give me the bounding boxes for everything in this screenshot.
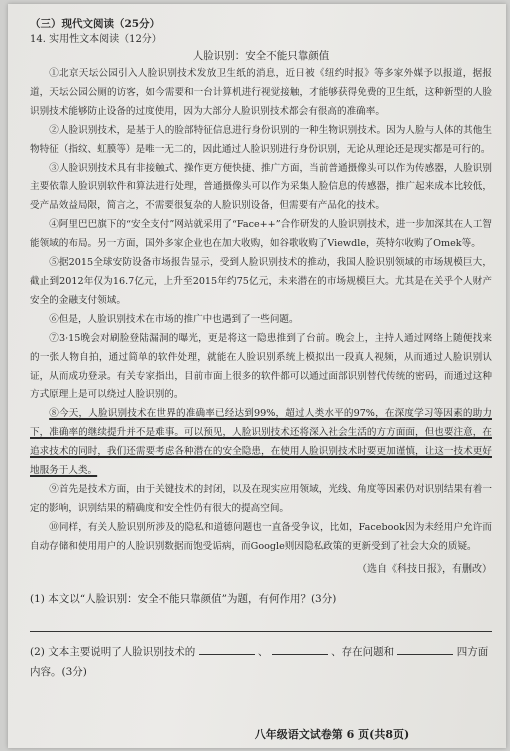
answer-blank-2[interactable]	[272, 642, 328, 655]
paragraph-6: ⑥但是，人脸识别技术在市场的推广中也遇到了一些问题。	[49, 313, 299, 325]
question-2-number: (2)	[30, 646, 45, 659]
exam-page	[8, 4, 506, 748]
paragraph-7: ⑦3·15晚会对刷脸登陆漏洞的曝光，更是将这一隐患推到了台前。晚会上，主持人通过网络上随便找来的一张人物自拍，通过简单的软件处理，就能在人脸识别系统上模拟出一段真人视频，从而通过人脸识别认证，从而成功登录。有关专家指出，目前市面上很多的软件都可以通过面部识别替代传统的密码，而通过这种方式原理上是可以绕过人脸识别的。	[30, 332, 492, 401]
section-heading: （三）现代文阅读（25分）	[30, 18, 161, 30]
paragraph-8: ⑧今天，人脸识别技术在世界的准确率已经达到99%，超过人类水平的97%，在深度学习等因素的助力下，准确率的继续提升并不是难事。可以预见，人脸识别技术还将深入社会生活的方方面面，但也要注意，在追求技术的同时，我们还需要考虑各种潜在的安全隐患，在使用人脸识别技术时要更加谨慎，让这一技术更好地服务于人类。	[30, 408, 492, 477]
paragraph-3: ③人脸识别技术具有非接触式、操作更方便快捷、推广方面，当前普通摄像头可以作为传感器，人脸识别主要依靠人脸识别软件和算法进行处理，普通摄像头可以作为采集人脸信息的传感器，推广起来成本比较低，受产品效益局限，简言之，不需要很复杂的人脸识别设备，但需要有产品化的技术。	[30, 162, 492, 212]
question-1-text: 本文以“人脸识别：安全不能只靠颜值”为题，有何作用？(3分)	[48, 593, 337, 606]
question-2-text-b: 、	[257, 646, 269, 659]
article-source: （选自《科技日报》，有删改）	[357, 563, 492, 575]
question-2-text-d: 四方面内容。(3分)	[30, 646, 489, 679]
answer-blank-1[interactable]	[199, 642, 255, 655]
question-2-text-a: 文本主要说明了人脸识别技术的	[48, 646, 196, 659]
article-title: 人脸识别：安全不能只靠颜值	[192, 50, 330, 62]
question-1	[30, 589, 492, 609]
content	[30, 16, 492, 682]
answer-line[interactable]	[30, 613, 492, 632]
answer-blank-3[interactable]	[397, 642, 453, 655]
paragraph-9: ⑨首先是技术方面，由于关键技术的封闭，以及在现实应用领域，光线、角度等因素仍对识别结果有着一定的影响，识别结果的精确度和安全性仍有很大的提高空间。	[30, 483, 492, 514]
paragraph-4: ④阿里巴巴旗下的“安全支付”网站就采用了“Face++”合作研发的人脸识别技术，进一步加深其在人工智能领域的布局。另一方面，国外多家企业也在加大收购，如谷歌收购了Viewdle，英特尔收购了Omek等。	[30, 219, 492, 250]
page-footer: 八年级语文试卷第 6 页(共8页)	[254, 728, 410, 741]
paragraph-10: ⑩同样，有关人脸识别所涉及的隐私和道德问题也一直备受争议，比如，Facebook因为未经用户允许而自动存储和使用用户的人脸识别数据而饱受诟病，而Google则因隐私政策的更新受到了社会大众的质疑。	[30, 521, 492, 552]
paragraph-1: ①北京天坛公园引入人脸识别技术发放卫生纸的消息，近日被《纽约时报》等多家外媒予以报道，据报道，天坛公园公厕的访客，如今需要和一台计算机进行视觉接触，才能够获得免费的卫生纸，这种新型的人脸识别技术能够防止设备的过度使用，因为大部分人脸识别技术都会有很高的准确率。	[30, 68, 492, 117]
question-1-number: (1)	[30, 593, 45, 606]
paragraph-2: ②人脸识别技术，是基于人的脸部特征信息进行身份识别的一种生物识别技术。因为人脸与人体的其他生物特征（指纹、虹膜等）是唯一无二的，因此通过人脸识别进行身份识别，无论从理论还是现实都是可行的。	[30, 124, 492, 155]
question-2	[30, 642, 492, 682]
question-2-text-c: 、存在问题和	[331, 646, 395, 659]
question-subheading: 14. 实用性文本阅读（12分）	[30, 34, 162, 45]
paragraph-5: ⑤据2015全球安防设备市场报告显示，受到人脸识别技术的推动，我国人脸识别领域的市场规模巨大，截止到2012年仅为16.7亿元，上升至2015年约75亿元，未来潜在的市场规模巨大。尤其是在关乎个人财产安全的金融支付领域。	[30, 257, 492, 306]
